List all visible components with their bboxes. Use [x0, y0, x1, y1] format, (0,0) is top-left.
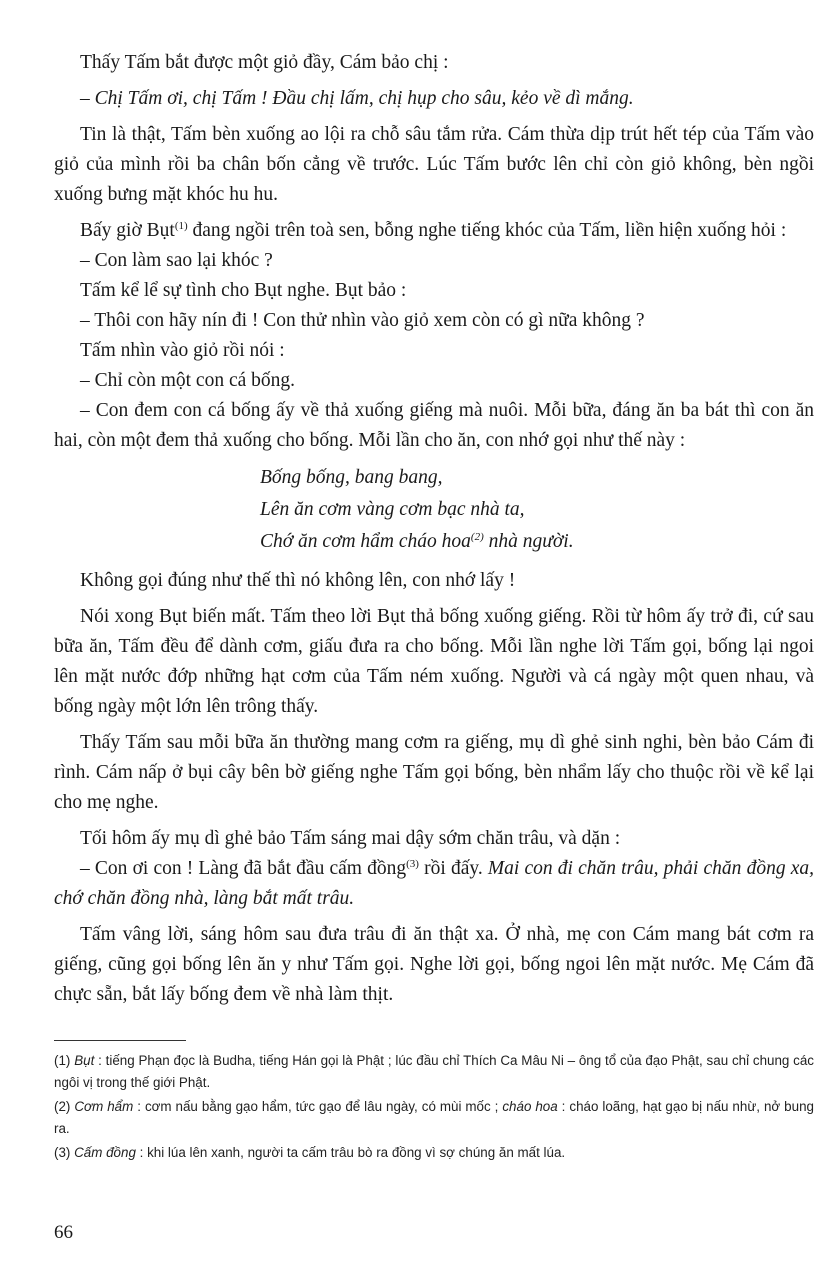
footnotes	[54, 1050, 814, 1167]
footnote-text: : tiếng Phạn đọc là Budha, tiếng Hán gọi là Phật ; lúc đầu chỉ Thích Ca Mâu Ni – ông tổ của đạo Phật, sau chỉ chung các ngôi vị trong thế giới Phật.	[54, 1053, 814, 1090]
footnote-number: (1)	[54, 1053, 71, 1068]
paragraph: Tối hôm ấy mụ dì ghẻ bảo Tấm sáng mai dậy sớm chăn trâu, và dặn :	[80, 828, 621, 849]
paragraph	[54, 216, 814, 246]
verse-text: nhà người.	[483, 531, 574, 552]
paragraph: Không gọi đúng như thế thì nó không lên, con nhớ lấy !	[80, 570, 516, 591]
footnote-term: Cấm đồng	[74, 1145, 136, 1160]
footnote	[54, 1142, 814, 1164]
paragraph: Tấm nhìn vào giỏ rồi nói :	[80, 340, 285, 361]
dialogue-line: – Chị Tấm ơi, chị Tấm ! Đầu chị lấm, chị hụp cho sâu, kẻo về dì mắng.	[80, 88, 634, 109]
footnote-term: Bụt	[74, 1053, 95, 1068]
dialogue-line: – Con làm sao lại khóc ?	[80, 250, 273, 271]
main-text	[54, 48, 814, 1010]
paragraph-text: đang ngồi trên toà sen, bỗng nghe tiếng khóc của Tấm, liền hiện xuống hỏi :	[187, 220, 787, 241]
paragraph: Thấy Tấm sau mỗi bữa ăn thường mang cơm ra giếng, mụ dì ghẻ sinh nghi, bèn bảo Cám đi rình. Cám nấp ở bụi cây bên bờ giếng nghe Tấm gọi bống, bèn nhẩm lấy cho thuộc rồi về kể lại cho mẹ nghe.	[54, 732, 814, 813]
paragraph: Tin là thật, Tấm bèn xuống ao lội ra chỗ sâu tắm rửa. Cám thừa dịp trút hết tép của Tấm vào giỏ của mình rồi ba chân bốn cẳng về trước. Lúc Tấm bước lên chỉ còn giỏ không, bèn ngồi xuống bưng mặt khóc hu hu.	[54, 124, 814, 205]
paragraph-text: – Con ơi con ! Làng đã bắt đầu cấm đồng	[80, 858, 407, 879]
verse-line: Bống bống, bang bang,	[260, 467, 443, 488]
verse-line	[260, 526, 814, 558]
paragraph: Nói xong Bụt biến mất. Tấm theo lời Bụt thả bống xuống giếng. Rồi từ hôm ấy trở đi, cứ sau bữa ăn, Tấm đều để dành cơm, giấu đưa ra cho bống. Mỗi lần nghe lời Tấm gọi, bống lại ngoi lên mặt nước đớp những hạt cơm của Tấm ném xuống. Người và cá ngày một quen nhau, và bống ngày một lớn lên trông thấy.	[54, 606, 814, 717]
paragraph: Tấm vâng lời, sáng hôm sau đưa trâu đi ăn thật xa. Ở nhà, mẹ con Cám mang bát cơm ra giếng, cũng gọi bống lên ăn y như Tấm gọi. Nghe lời gọi, bống ngoi lên mặt nước. Mẹ Cám đã chực sẵn, bắt lấy bống đem về nhà làm thịt.	[54, 924, 814, 1005]
dialogue-line: – Chỉ còn một con cá bống.	[80, 370, 296, 391]
footnote-term: cháo hoa	[502, 1099, 558, 1114]
footnote	[54, 1050, 814, 1093]
verse-text: Chớ ăn cơm hẩm cháo hoa	[260, 531, 471, 552]
dialogue-line: – Con đem con cá bống ấy về thả xuống giếng mà nuôi. Mỗi bữa, đáng ăn ba bát thì con ăn hai, còn một đem thả xuống cho bống. Mỗi lần cho ăn, con nhớ gọi như thế này :	[54, 400, 814, 451]
footnote-number: (2)	[54, 1099, 71, 1114]
paragraph-text: Bấy giờ Bụt	[80, 220, 175, 241]
dialogue-line	[54, 854, 814, 914]
footnote	[54, 1096, 814, 1139]
verse-line: Lên ăn cơm vàng cơm bạc nhà ta,	[260, 499, 525, 520]
footnote-divider	[54, 1040, 186, 1041]
footnote-marker: (3)	[406, 858, 419, 870]
footnote-text: : cơm nấu bằng gạo hẩm, tức gạo để lâu ngày, có mùi mốc ;	[133, 1099, 503, 1114]
verse	[260, 462, 814, 558]
paragraph-text-italic: Mai con đi chăn trâu, phải chăn đồng xa, chớ chăn đồng nhà, làng bắt mất trâu.	[54, 858, 815, 909]
paragraph: Thấy Tấm bắt được một giỏ đầy, Cám bảo chị :	[80, 52, 449, 73]
page-number: 66	[54, 1222, 73, 1243]
paragraph-text: rồi đấy.	[418, 858, 488, 879]
footnote-marker: (2)	[470, 531, 484, 543]
footnote-marker: (1)	[174, 220, 188, 232]
paragraph: Tấm kể lể sự tình cho Bụt nghe. Bụt bảo :	[80, 280, 407, 301]
footnote-text: : cháo loãng, hạt gạo bị nấu nhừ, nở bung ra.	[54, 1099, 814, 1136]
footnote-text: : khi lúa lên xanh, người ta cấm trâu bò ra đồng vì sợ chúng ăn mất lúa.	[135, 1145, 566, 1160]
footnote-number: (3)	[54, 1145, 71, 1160]
dialogue-line: – Thôi con hãy nín đi ! Con thử nhìn vào giỏ xem còn có gì nữa không ?	[80, 310, 645, 331]
footnote-term: Cơm hẩm	[74, 1099, 134, 1114]
